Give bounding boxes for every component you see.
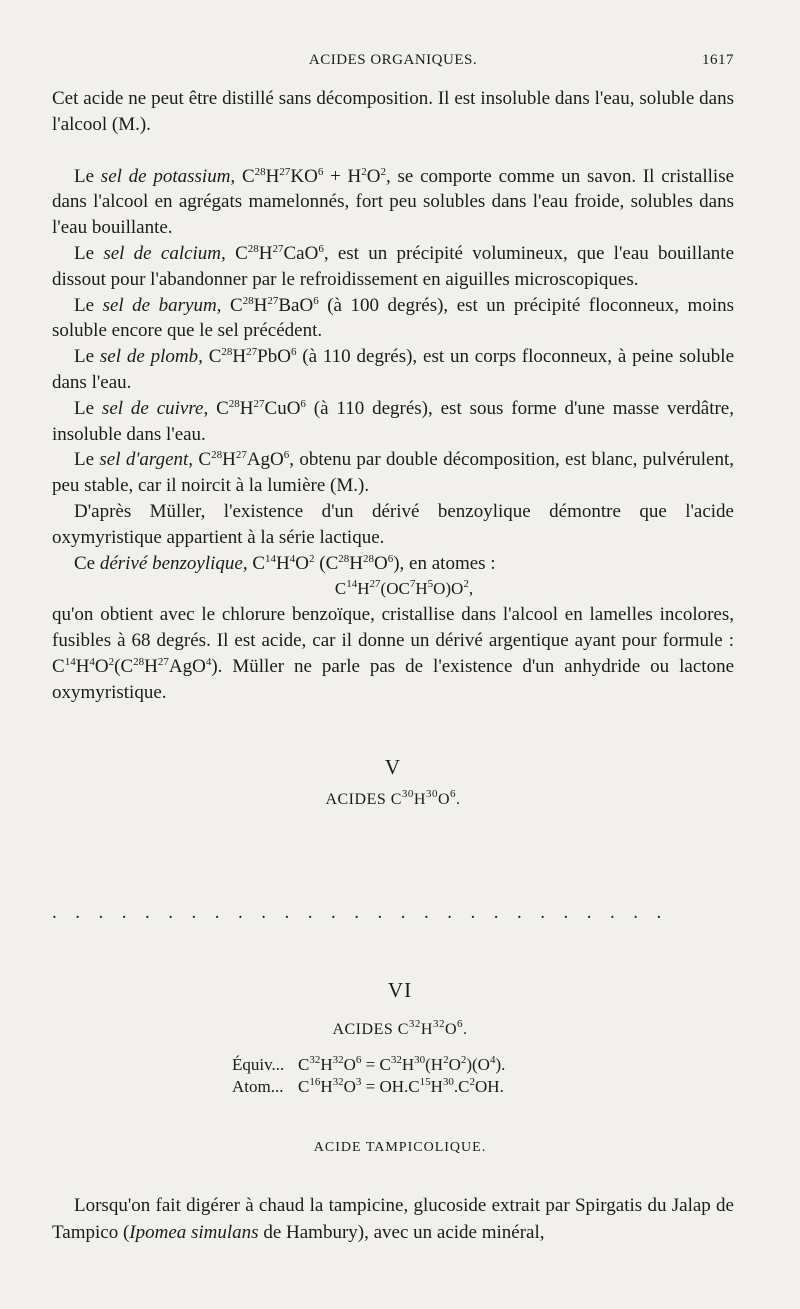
paragraph-benzoyl-properties: qu'on obtient avec le chlorure benzoïque, cristallise dans l'alcool en lamelles incolores, fusibles à 68 degrés. Il est acide, car il donne un dérivé argentique ayant pour formule : $C^{14}H^4O^2(C^{28}H^{27}AgO^4)$. Müller ne parle pas de l'existence d'un anhydride ou lactone oxymyristique. (52, 604, 734, 703)
paragraph-distillation: Cet acide ne peut être distillé sans décomposition. Il est insoluble dans l'eau, soluble dans l'alcool (M.). (52, 88, 734, 135)
equiv-label: Équiv... (232, 1055, 285, 1074)
lead-text: Ce (74, 552, 100, 574)
formula-block (232, 1054, 505, 1098)
derivative-term: dérivé benzoylique, (99, 552, 248, 574)
running-title: ACIDES ORGANIQUES. (308, 52, 478, 68)
paragraph-benzoyl-derivative (52, 551, 734, 577)
lead-text: Le (74, 346, 100, 368)
chemical-formula: $C^{28}H^{27}AgO^6$ (198, 449, 290, 471)
chemical-formula: $C^{28}H^{27}CaO^6$ (235, 242, 324, 264)
description-text: (à 100 degrés), est un précipité floconneux, moins soluble encore que le sel précédent. (52, 294, 734, 342)
section-numeral-vi: VI (387, 978, 413, 1002)
salt-term: sel de potassium, (100, 165, 236, 187)
chemical-formula: $C^{28}H^{27}PbO^6$ (208, 346, 297, 368)
paragraph-calcium-salt (52, 241, 734, 293)
atom-formula: $C^{14}H^{27}(OC^7H^5O)O^2$, (334, 578, 474, 599)
atom-row (232, 1076, 505, 1098)
description-text: , obtenu par double décomposition, est blanc, pulvérulent, peu stable, car il noircit à la lumière (M.). (52, 449, 735, 497)
page-number: 1617 (702, 52, 734, 68)
section-title-c30: ACIDES $C^{30}H^{30}O^6$. (325, 788, 461, 809)
chemical-formula: $C^{14}H^4O^2$ $(C^{28}H^{28}O^6)$ (252, 552, 400, 574)
lead-text: Le (74, 449, 100, 471)
paragraph-barium-salt (52, 293, 734, 345)
lead-text: Le (74, 397, 102, 419)
section-numeral-v: V (384, 755, 402, 780)
final-paragraph (52, 1192, 734, 1246)
paragraph-lead-salt (52, 344, 734, 396)
salt-term: sel de plomb, (99, 346, 203, 368)
description-text: (à 110 degrés), est sous forme d'une masse verdâtre, insoluble dans l'eau. (52, 397, 734, 445)
salt-term: sel d'argent, (99, 449, 194, 471)
lead-text: Le (74, 294, 103, 316)
species-term: Ipomea simulans (129, 1222, 259, 1243)
atom-formula-vi: $C^{16}H^{32}O^3 = OH.C^{15}H^{30}.C^2OH$. (298, 1076, 504, 1096)
lead-text: Le (74, 165, 101, 187)
equiv-row (232, 1054, 505, 1076)
atom-label: Atom... (232, 1077, 284, 1096)
ellipsis-row: ........................... (52, 902, 680, 923)
subheading-tampicolic-acid: ACIDE TAMPICOLIQUE. (313, 1140, 487, 1155)
paragraph-silver-salt (52, 447, 734, 499)
description-text: (à 110 degrés), est un corps floconneux, à peine soluble dans l'eau. (52, 346, 735, 393)
equiv-formula: $C^{32}H^{32}O^6 = C^{32}H^{30}(H^2O^2)(O^4)$. (298, 1054, 506, 1074)
lead-text: Lorsqu'on fait digérer à chaud la tampicine, glucoside extrait par Spirgatis du Jalap de Tampico ( (52, 1195, 734, 1243)
salt-term: sel de baryum, (102, 294, 222, 316)
section-title-c32: ACIDES $C^{32}H^{32}O^6$. (332, 1018, 468, 1038)
chemical-formula: $C^{28}H^{27}BaO^6$ (229, 294, 319, 316)
paragraph-potassium-salt (52, 164, 734, 241)
paragraph-muller: D'après Müller, l'existence d'un dérivé benzoylique démontre que l'acide oxymyristique appartient à la série lactique. (52, 500, 734, 548)
salt-term: sel de calcium, (103, 242, 226, 264)
chemical-formula: $C^{28}H^{27}KO^6 + H^2O^2$ (241, 165, 386, 187)
salt-term: sel de cuivre, (101, 397, 209, 419)
description-text: de Hambury), avec un acide minéral, (258, 1222, 545, 1243)
chemical-formula: $C^{28}H^{27}CuO^6$ (216, 397, 306, 419)
paragraph-copper-salt (52, 396, 734, 448)
description-text: , en atomes : (399, 552, 496, 574)
description-text: , est un précipité volumineux, que l'eau bouillante dissout pour l'abandonner par le refroidissement en aiguilles microscopiques. (52, 242, 735, 290)
lead-text: Le (74, 242, 104, 264)
description-text: , se comporte comme un savon. Il cristallise dans l'alcool en agrégats mamelonnés, fort peu solubles dans l'eau froide, solubles dans l'eau bouillante. (52, 165, 735, 239)
main-text (52, 86, 734, 813)
page-header (52, 52, 734, 74)
